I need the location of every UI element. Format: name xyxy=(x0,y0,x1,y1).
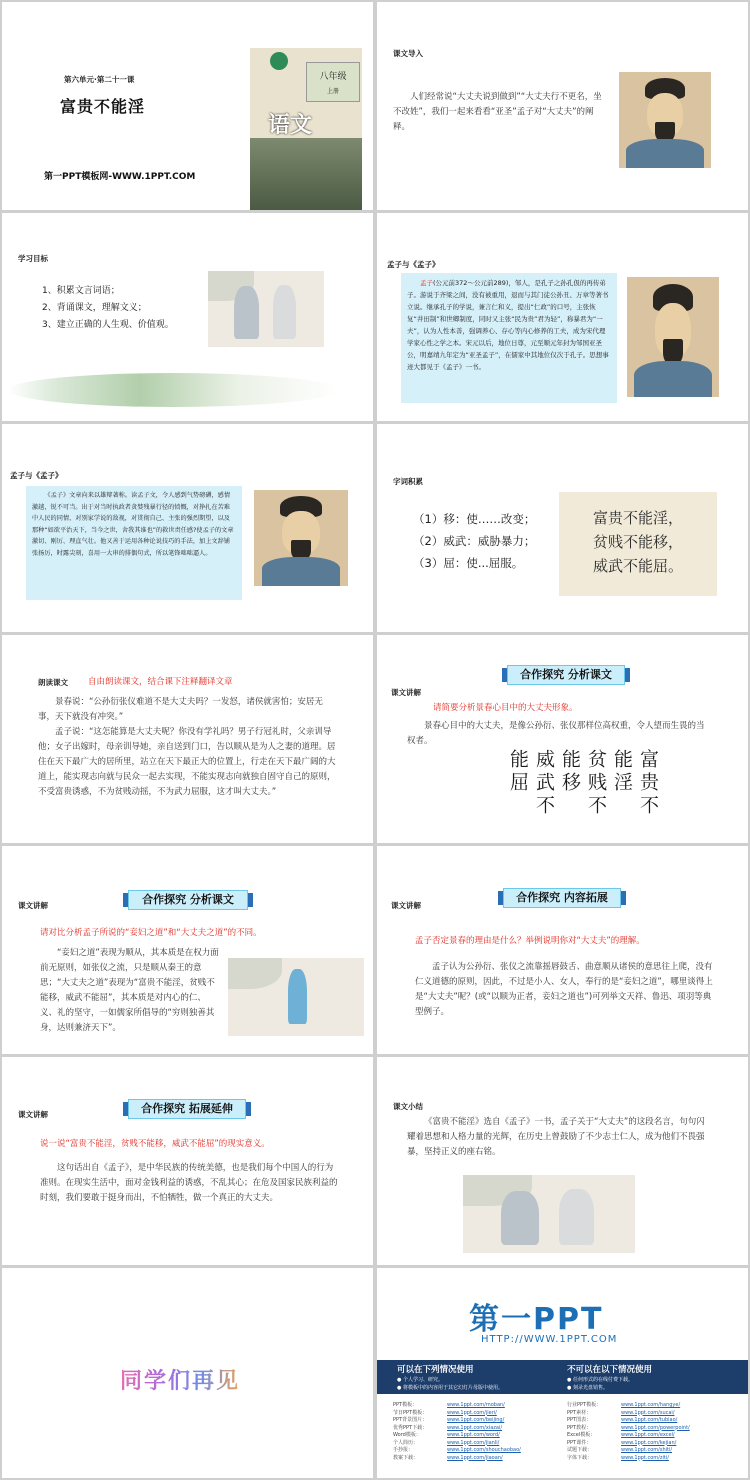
resource-link-label: PPT图表： xyxy=(567,1417,592,1423)
vocabulary-item: （2）威武：威胁暴力； xyxy=(413,534,536,548)
calligraphy-line: 威武不能屈。 xyxy=(592,557,683,575)
calligraphy-line: 富贵不能淫， xyxy=(592,509,683,527)
textbook-subject: 语文 xyxy=(268,112,313,138)
mencius-portrait xyxy=(627,277,719,397)
vocabulary-item: （1）移：使……改变； xyxy=(413,512,536,526)
slide-cover[interactable] xyxy=(2,2,373,210)
usage-panel xyxy=(377,1360,748,1394)
scholars-painting xyxy=(463,1175,635,1253)
slide-reading[interactable] xyxy=(2,635,373,843)
resource-link-row xyxy=(393,1417,563,1425)
slide-analysis-2[interactable] xyxy=(2,846,373,1054)
textbook-grade: 八年级 xyxy=(319,72,347,82)
scholar-painting xyxy=(228,958,364,1036)
section-heading: 学习目标 xyxy=(18,254,48,263)
objective-item: 2、背诵课文，理解文义； xyxy=(42,303,147,313)
resource-link-label: PPT课件： xyxy=(567,1439,592,1446)
resource-link-label: PPT教程： xyxy=(567,1424,592,1431)
resource-link-label: 试题下载： xyxy=(567,1447,593,1453)
seal-column: 富贵不能淫 xyxy=(611,749,659,818)
lesson-title: 富贵不能淫 xyxy=(60,97,146,116)
resource-link[interactable]: www.1ppt.com/shiti/ xyxy=(621,1447,673,1453)
section-heading: 孟子与《孟子》 xyxy=(10,471,63,480)
resource-link-label: PPT模板： xyxy=(393,1402,418,1408)
resource-link-label: PPT背景图片： xyxy=(393,1417,428,1423)
resource-link[interactable]: www.1ppt.com/hangye/ xyxy=(621,1402,681,1408)
resource-link-label: 行业PPT模板： xyxy=(567,1402,602,1408)
section-heading: 课文讲解 xyxy=(18,901,48,910)
seal-column: 威武不能屈 xyxy=(507,749,555,818)
slide-vocabulary[interactable] xyxy=(377,424,748,632)
extension-question: 孟子否定景春的理由是什么？举例说明你对“大丈夫”的理解。 xyxy=(415,936,645,946)
resource-link[interactable]: www.1ppt.com/kejian/ xyxy=(621,1439,677,1446)
resource-link-label: PPT素材： xyxy=(567,1409,592,1416)
resource-link[interactable]: www.1ppt.com/shouchaobao/ xyxy=(447,1447,521,1453)
calligraphy-scroll xyxy=(559,492,717,596)
resource-link[interactable]: www.1ppt.com/sucai/ xyxy=(621,1409,675,1416)
scholars-painting xyxy=(208,271,324,347)
resource-link-label: 节日PPT模板： xyxy=(393,1409,428,1416)
links-left xyxy=(393,1402,563,1462)
resource-link-label: 手抄报： xyxy=(393,1447,414,1453)
resource-link[interactable]: www.1ppt.com/excel/ xyxy=(621,1432,675,1438)
analysis-question: 请简要分析景春心目中的大丈夫形象。 xyxy=(433,703,578,713)
section-heading: 字词积累 xyxy=(393,477,423,486)
slide-farewell[interactable] xyxy=(2,1268,373,1478)
seal-column: 贫贱不能移 xyxy=(559,749,607,818)
section-heading: 课文讲解 xyxy=(18,1110,48,1119)
realworld-question: 说一说“富贵不能淫，贫贱不能移，威武不能屈”的现实意义。 xyxy=(40,1139,270,1149)
resource-link-row xyxy=(393,1402,563,1410)
slide-extension[interactable] xyxy=(377,846,748,1054)
resource-link-row xyxy=(393,1440,563,1448)
can-use-title: 可以在下列情况使用 xyxy=(397,1365,474,1375)
textbook-grade-box xyxy=(306,62,360,102)
section-heading: 课文导入 xyxy=(393,49,423,58)
analysis-question: 请对比分析孟子所说的“妾妇之道”和“大丈夫之道”的不同。 xyxy=(40,928,262,938)
textbook-volume: 上册 xyxy=(326,88,339,95)
resource-link-row xyxy=(393,1425,563,1433)
slide-analysis-1[interactable] xyxy=(377,635,748,843)
summary-text: 《富贵不能淫》选自《孟子》一书，孟子关于“大丈夫”的这段名言，句句闪耀着思想和人格力量的光辉，在历史上曾鼓励了不少志士仁人，成为他们不畏强暴，坚持正义的座右铭。 xyxy=(407,1117,705,1157)
resource-link-row xyxy=(567,1402,737,1410)
bio-lead: 孟子 xyxy=(420,279,433,287)
resource-link[interactable]: www.1ppt.com/jianli/ xyxy=(447,1439,500,1446)
resource-link-label: 个人简历： xyxy=(393,1439,419,1446)
resource-link-label: Word模板： xyxy=(393,1432,421,1438)
textbook-illustration xyxy=(250,138,362,210)
calligraphy-line: 贫贱不能移， xyxy=(592,533,683,551)
slide-objectives[interactable] xyxy=(2,213,373,421)
can-use-item: ● 将模板中的内容用于其它幻灯片母版中使用。 xyxy=(397,1385,503,1391)
slide-summary[interactable] xyxy=(377,1057,748,1265)
landscape-strip xyxy=(8,373,338,407)
vocabulary-item: （3）屈：使...屈服。 xyxy=(413,556,524,570)
resource-link-row xyxy=(393,1432,563,1440)
resource-link-row xyxy=(567,1455,737,1463)
book-text: 《孟子》文章向来以雄辩著称。读孟子文，令人感到气势磅礴，感情激越，锐不可当。出于对当时执政者贪婪残暴行径的愤慨，对挣扎在苦难中人民的同情，对别家学说的敌视，对贯彻自己、主张的强烈期望，以及那种“如欲平治天下，当今之世，舍我其谁也”的救世责任感?使孟子的文章激切、刚厉、理直气壮。他又善于运用各种论说技巧的手法，加上文辞铺张扬厉，时露尖刻，喜用一大串的排偶句式，所以笔锋咄咄逼人。 xyxy=(32,492,234,557)
analysis-answer: “妾妇之道”表现为顺从，其本质是在权力面前无原则，如张仪之流，只是顺从秦王的意思；“大丈夫之道”表现为“富贵不能淫，贫贱不能移，威武不能屈”，其本质是对内心的仁、义、礼的坚守，一如儒家所倡导的“穷则独善其身，达则兼济天下”。 xyxy=(40,948,219,1033)
book-box xyxy=(26,486,242,600)
section-heading: 课文讲解 xyxy=(391,901,421,910)
mencius-portrait xyxy=(254,490,348,586)
slide-mencius-book[interactable] xyxy=(2,424,373,632)
resource-link[interactable]: www.1ppt.com/jiaoan/ xyxy=(447,1454,503,1461)
reading-paragraph-1: 景春说：“公孙衍张仪难道不是大丈夫吗？一发怒，诸侯就害怕；安居无事，天下就没有冲突。” xyxy=(38,697,323,722)
reading-instruction: 自由朗读课文，结合课下注释翻译文章 xyxy=(88,677,233,687)
intro-text: 人们经常说“大丈夫说到做到”“大丈夫行不更名，坐不改姓”，我们一起来看看“亚圣”孟子对“大丈夫”的阐释。 xyxy=(393,92,602,132)
reading-paragraph-2: 孟子说：“这怎能算是大丈夫呢？你没有学礼吗？男子行冠礼时，父亲训导他；女子出嫁时，母亲训导她，亲自送到门口，告以顺从是为人之妻的道理。居住在天下最广大的居所里，站立在天下最正大的位置上，行走在天下最广阔的大道上，能实现志向就与民众一起去实现，不能实现志向就独自固守自己的原则，不受富贵诱惑，不为贫贱动摇，不为武力屈服，这才叫大丈夫。” xyxy=(38,727,336,797)
cannot-use-item: ● 刻录光盘销售。 xyxy=(567,1385,608,1391)
bio-text: (公元前372～公元前289)，邹人，是孔子之孙孔伋的再传弟子。游说于齐梁之间，没有被重用，退而与其门徒公孙丑、万章等著书立说。继承孔子的学说，兼言仁和义，提出“仁政”的口号，主张恢复“井田制”和世卿制度，同时又主张“民为贵”君为轻”，称暴君为“一夫”，认为人性本善，强调养心、存心等内心修养的工夫，成为宋代理学家心性之学之本。宋元以后，地位日尊，元至顺元年封为邹国亚圣公，明嘉靖九年定为“亚圣孟子”，在儒家中其地位仅次于孔子。思想事迹大都见于《孟子》一书。 xyxy=(407,279,609,371)
slide-intro[interactable] xyxy=(377,2,748,210)
resource-link[interactable]: www.1ppt.com/ziti/ xyxy=(621,1454,669,1461)
site-label: 第一PPT模板网-WWW.1PPT.COM xyxy=(44,172,196,182)
seal-script xyxy=(485,749,661,835)
links-right xyxy=(567,1402,737,1462)
section-heading: 课文小结 xyxy=(393,1102,423,1111)
vocabulary-list xyxy=(413,508,535,574)
objective-item: 1、积累文言词语； xyxy=(42,286,120,296)
resource-link-row xyxy=(567,1447,737,1455)
resource-link-row xyxy=(393,1447,563,1455)
brand-logo: 第一PPT xyxy=(469,1302,604,1337)
resource-link-label: 字体下载： xyxy=(567,1454,593,1461)
cannot-use-item: ● 任何形式的在线付费下载。 xyxy=(567,1377,633,1383)
resource-link-row xyxy=(567,1440,737,1448)
resource-link-label: 优秀PPT下载： xyxy=(393,1424,428,1431)
section-banner: 合作探究 拓展延伸 xyxy=(128,1099,246,1119)
unit-label: 第六单元·第二十一课 xyxy=(64,75,135,84)
resource-link[interactable]: www.1ppt.com/jieri/ xyxy=(447,1409,497,1416)
can-use-item: ● 个人学习、研究。 xyxy=(397,1377,443,1383)
resource-link-row xyxy=(567,1432,737,1440)
textbook-cover xyxy=(250,48,362,210)
resource-link-row xyxy=(567,1410,737,1418)
farewell-text: 同学们再见 xyxy=(120,1364,240,1395)
resource-link-row xyxy=(567,1417,737,1425)
resource-link[interactable]: www.1ppt.com/powerpoint/ xyxy=(621,1424,690,1431)
section-heading: 孟子与《孟子》 xyxy=(387,260,440,269)
cannot-use-title: 不可以在以下情况使用 xyxy=(567,1365,653,1375)
extension-answer: 孟子认为公孙衍、张仪之流靠摇唇鼓舌、曲意顺从诸侯的意思往上爬，没有仁义道德的原则，因此，不过是小人、女人，奉行的是“妾妇之道”，哪里谈得上是“大丈夫”呢？(或“以顺为正者，妾妇之道也”)可列举文天祥、鲁迅、项羽等典型例子。 xyxy=(415,962,713,1017)
resource-link-label: Excel模板： xyxy=(567,1432,596,1438)
resource-link-row xyxy=(567,1425,737,1433)
resource-link[interactable]: www.1ppt.com/xiazai/ xyxy=(447,1424,503,1431)
resource-link[interactable]: www.1ppt.com/beijing/ xyxy=(447,1417,505,1423)
resource-link-label: 教案下载： xyxy=(393,1454,419,1461)
resource-link[interactable]: www.1ppt.com/tubiao/ xyxy=(621,1417,678,1423)
section-banner: 合作探究 分析课文 xyxy=(507,665,625,685)
slide-mencius-bio[interactable] xyxy=(377,213,748,421)
section-heading: 课文讲解 xyxy=(391,688,421,697)
textbook-logo xyxy=(270,52,288,70)
resource-link[interactable]: www.1ppt.com/word/ xyxy=(447,1432,500,1438)
slide-ppt-info[interactable] xyxy=(377,1268,748,1478)
realworld-answer: 这句话出自《孟子》，是中华民族的传统美德，也是我们每个中国人的行为准则。在现实生活中，面对金钱利益的诱惑，不乱其心；在危及国家民族利益的时刻，我们要敢于挺身而出，不怕牺牲，做一个真正的大丈夫。 xyxy=(40,1163,338,1203)
slide-realworld[interactable] xyxy=(2,1057,373,1265)
mencius-portrait xyxy=(619,72,711,168)
brand-url: HTTP://WWW.1PPT.COM xyxy=(481,1334,618,1345)
resource-link[interactable]: www.1ppt.com/moban/ xyxy=(447,1402,505,1408)
section-banner: 合作探究 内容拓展 xyxy=(503,888,621,908)
bio-box xyxy=(401,273,617,403)
objective-list xyxy=(42,283,174,334)
section-heading: 朗读课文 xyxy=(38,678,68,687)
resource-link-row xyxy=(393,1410,563,1418)
objective-item: 3、建立正确的人生观、价值观。 xyxy=(42,320,174,330)
section-banner: 合作探究 分析课文 xyxy=(128,890,248,910)
analysis-answer: 景春心目中的大丈夫，是像公孙衍、张仪那样位高权重，令人望而生畏的当权者。 xyxy=(407,721,705,746)
resource-link-row xyxy=(393,1455,563,1463)
